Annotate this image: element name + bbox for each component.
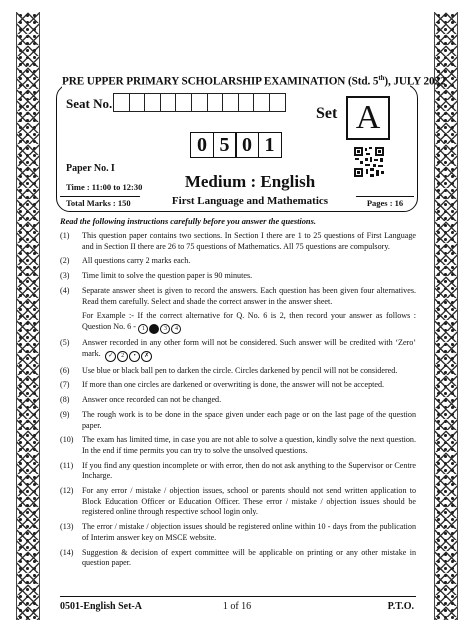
tick-mark-icon: ✓ — [105, 351, 116, 362]
code-digit: 0 — [190, 132, 214, 158]
footer-divider — [60, 596, 416, 597]
seat-digit-box[interactable] — [160, 93, 177, 112]
option-circle: 4 — [171, 324, 181, 334]
list-item: (6) Use blue or black ball pen to darken the circle. Circles darkened by pencil will not be considered. — [60, 365, 398, 375]
set-value: A — [346, 96, 390, 140]
answer-example: For Example :- If the correct alternative for Q. No. 6 is 2, then record your answer as follows : Question No. 6 - 1 2 3 4 — [82, 311, 416, 332]
seat-digit-box[interactable] — [175, 93, 192, 112]
seat-number-boxes[interactable] — [113, 93, 285, 112]
footer-page-number: 1 of 16 — [222, 601, 252, 612]
list-item: (12) For any error / mistake / objection issues, school or parents should not send written application to Block Education Officer or Education Officer. These error / mistake / objection issues should be registered online through respective school login only. — [60, 486, 416, 517]
exam-title: PRE UPPER PRIMARY SCHOLARSHIP EXAMINATION (Std. 5th), JULY 2022 — [62, 74, 446, 88]
set-label: Set — [316, 105, 338, 122]
invalid-marks-example — [105, 349, 153, 362]
seat-digit-box[interactable] — [129, 93, 146, 112]
code-digit: 0 — [235, 132, 259, 158]
list-item: (2) All questions carry 2 marks each. — [60, 256, 191, 266]
option-circle: 1 — [138, 324, 148, 334]
medium-title: Medium : English — [184, 172, 316, 191]
list-item: (3) Time limit to solve the question paper is 90 minutes. — [60, 271, 253, 281]
exam-time: Time : 11:00 to 12:30 — [66, 182, 143, 192]
subject-title: First Language and Mathematics — [171, 195, 329, 207]
seat-digit-box[interactable] — [113, 93, 130, 112]
instructions-heading: Read the following instructions carefully before you answer the questions. — [60, 217, 316, 226]
list-item: (5) Answer recorded in any other form will not be considered. Such answer will be credited with ‘Zero’ mark. ✓ 2 • ✗ — [60, 338, 416, 362]
option-circle: 3 — [160, 324, 170, 334]
option-circle-filled: 2 — [149, 324, 159, 334]
paper-code — [190, 132, 280, 158]
seat-digit-box[interactable] — [191, 93, 208, 112]
list-item: (14) Suggestion & decision of expert committee will be applicable on printing or any other mistake in question paper. — [60, 547, 416, 568]
total-marks: Total Marks : 150 — [60, 196, 140, 210]
list-item: (9) The rough work is to be done in the space given under each page or on the last page of the question paper. — [60, 410, 416, 430]
code-digit: 1 — [258, 132, 282, 158]
list-item: (11) If you find any question incomplete or with error, then do not ask anything to the Supervisor or Centre Incharge. — [60, 460, 416, 481]
list-item: (10) The exam has limited time, in case you are not able to solve a question, kindly solve the next question. In the end if time permits you can try to solve the unsolved questions. — [60, 435, 416, 455]
list-item: (4) Separate answer sheet is given to record the answers. Each question has been given four alternatives. Read them carefully. Select and shade the correct answer in the answer sheet. For Example :- If the correct alternative for Q. No. 6 is 2, then record your answer as follows : Question No. 6 - 1 2 3 4 — [60, 285, 416, 332]
list-item: (7) If more than one circles are darkened or overwriting is done, the answer will not be accepted. — [60, 380, 385, 390]
code-digit: 5 — [213, 132, 237, 158]
paper-number: Paper No. I — [66, 163, 115, 174]
qr-code-icon — [353, 146, 385, 178]
list-item: (8) Answer once recorded can not be changed. — [60, 395, 222, 405]
seat-label: Seat No. — [66, 96, 113, 111]
number-mark-icon: 2 — [117, 351, 128, 362]
list-item: (1) This question paper contains two sections. In Section I there are 1 to 25 questions of First Language and in Section II there are 26 to 75 questions of Mathematics. All 75 questions are compulsory. — [60, 231, 416, 251]
footer-paper-code: 0501-English Set-A — [60, 601, 142, 612]
seat-digit-box[interactable] — [238, 93, 255, 112]
footer-pto: P.T.O. — [387, 601, 414, 612]
cross-mark-icon: ✗ — [141, 351, 152, 362]
seat-digit-box[interactable] — [144, 93, 161, 112]
list-item: (13) The error / mistake / objection issues should be registered online within 10 - days from the publication of Interim answer key on MSCE website. — [60, 522, 416, 542]
page-count: Pages : 16 — [356, 196, 414, 210]
seat-digit-box[interactable] — [222, 93, 239, 112]
seat-digit-box[interactable] — [253, 93, 270, 112]
dot-mark-icon: • — [129, 351, 140, 362]
instructions-list — [60, 231, 416, 573]
right-border-pattern — [434, 12, 458, 620]
left-border-pattern — [16, 12, 40, 620]
seat-digit-box[interactable] — [269, 93, 286, 112]
seat-digit-box[interactable] — [207, 93, 224, 112]
